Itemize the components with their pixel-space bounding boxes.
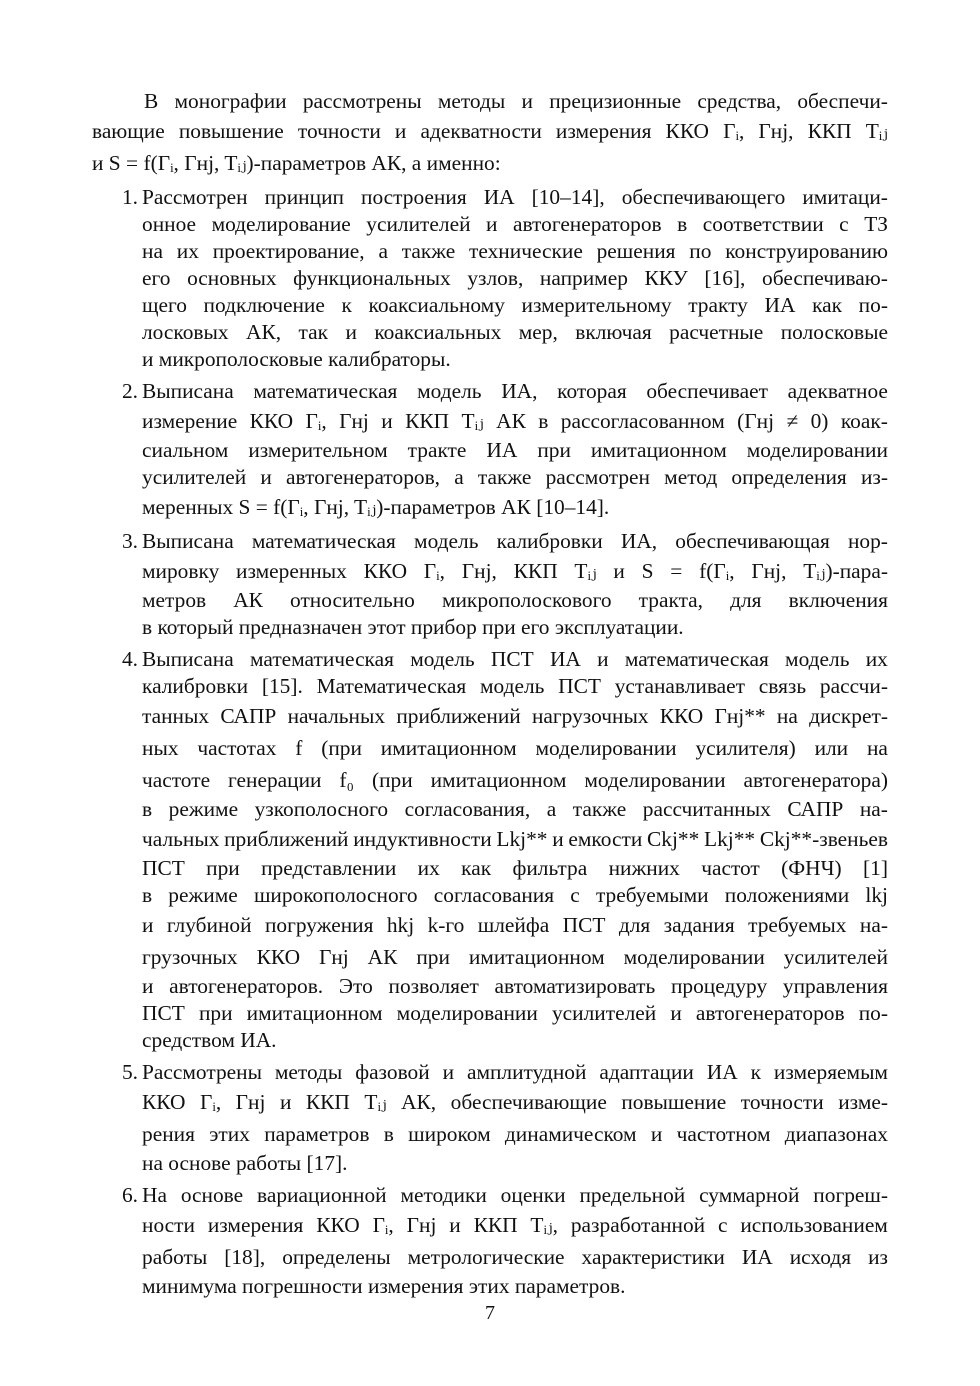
text-line: измерение ККО Γᵢ, Γнj и ККП Tᵢⱼ АК в рассогласованном (Γнj ≠ 0) коак- (142, 409, 888, 433)
text-line: на их проектирование, а также технические решения по конструированию (142, 239, 888, 263)
text-line: Рассмотрен принцип построения ИА [10–14], обеспечивающего имитаци- (142, 185, 888, 209)
text-line: его основных функциональных узлов, например ККУ [16], обеспечиваю- (142, 266, 888, 290)
list-item (92, 646, 888, 1054)
list-item-text (142, 184, 888, 373)
document-page (92, 88, 888, 1300)
list-item-number: 2. (121, 379, 138, 403)
text-line: метров АК относительно микрополоскового тракта, для включения (142, 588, 888, 612)
text-line: частоте генерации f₀ (при имитационном моделировании автогенератора) (142, 768, 888, 792)
text-line: мировку измеренных ККО Γᵢ, Γнj, ККП Tᵢⱼ и S = f(Γᵢ, Γнj, Tᵢⱼ)-пара- (142, 559, 888, 583)
list-item-number: 6. (121, 1183, 138, 1207)
text-line: чальных приближений индуктивности Lkj** и емкости Ckj** Lkj** Ckj**-звеньев (142, 827, 888, 851)
page-number: 7 (485, 1302, 495, 1324)
list-item-number: 3. (121, 529, 138, 553)
text-line: сиальном измерительном тракте ИА при имитационном моделировании (142, 438, 888, 462)
list-item-number: 5. (121, 1060, 138, 1084)
text-line: усилителей и автогенераторов, а также рассмотрен метод определения из- (142, 465, 888, 489)
list-item (92, 1182, 888, 1300)
list-item (92, 184, 888, 373)
text-line: ности измерения ККО Γᵢ, Γнj и ККП Tᵢⱼ, разработанной с использованием (142, 1213, 888, 1237)
list-item-text (142, 1182, 888, 1300)
text-line: и S = f(Γᵢ, Γнj, Tᵢⱼ)-параметров АК, а именно: (92, 151, 501, 175)
text-line: онное моделирование усилителей и автогенераторов в соответствии с ТЗ (142, 212, 888, 236)
text-line: На основе вариационной методики оценки предельной суммарной погреш- (142, 1183, 888, 1207)
text-line: и автогенераторов. Это позволяет автоматизировать процедуру управления (142, 974, 888, 998)
text-line: Выписана математическая модель ПСТ ИА и математическая модель их (142, 647, 888, 671)
list-item-text (142, 528, 888, 641)
text-line: меренных S = f(Γᵢ, Γнj, Tᵢⱼ)-параметров АК [10–14]. (142, 495, 610, 519)
text-line: щего подключение к коаксиальному измерительному тракту ИА как по- (142, 293, 888, 317)
list-item (92, 378, 888, 523)
text-line: грузочных ККО Γнj АК при имитационном моделировании усилителей (142, 945, 888, 969)
text-line: танных САПР начальных приближений нагрузочных ККО Γнj** на дискрет- (142, 704, 888, 728)
text-line: на основе работы [17]. (142, 1151, 348, 1175)
text-line: работы [18], определены метрологические характеристики ИА исходя из (142, 1245, 888, 1269)
text-line: Выписана математическая модель ИА, которая обеспечивает адекватное (142, 379, 888, 403)
text-line: рения этих параметров в широком динамическом и частотном диапазонах (142, 1122, 888, 1146)
list-item-number: 1. (121, 185, 138, 209)
text-line: и глубиной погружения hkj k-го шлейфа ПСТ для задания требуемых на- (142, 913, 888, 937)
text-line: ККО Γᵢ, Γнj и ККП Tᵢⱼ АК, обеспечивающие повышение точности изме- (142, 1090, 888, 1114)
text-line: ПСТ при представлении их как фильтра нижних частот (ФНЧ) [1] (142, 856, 888, 880)
numbered-list (92, 184, 888, 1300)
text-line: вающие повышение точности и адекватности измерения ККО Γᵢ, Γнj, ККП Tᵢⱼ (92, 119, 888, 143)
text-line: в режиме широкополосного согласования с требуемыми положениями lkj (142, 883, 888, 907)
text-line: ПСТ при имитационном моделировании усилителей и автогенераторов по- (142, 1001, 888, 1025)
text-line: Выписана математическая модель калибровки ИА, обеспечивающая нор- (142, 529, 888, 553)
text-line: ных частотах f (при имитационном моделировании усилителя) или на (142, 736, 888, 760)
text-line: минимума погрешности измерения этих параметров. (142, 1274, 626, 1298)
text-line: средством ИА. (142, 1028, 277, 1052)
text-line: В монографии рассмотрены методы и прецизионные средства, обеспечи- (144, 89, 888, 113)
text-line: Рассмотрены методы фазовой и амплитудной адаптации ИА к измеряемым (142, 1060, 888, 1084)
text-line: в режиме узкополосного согласования, а также рассчитанных САПР на- (142, 797, 888, 821)
list-item (92, 528, 888, 641)
list-item-text (142, 646, 888, 1054)
text-line: калибровки [15]. Математическая модель ПСТ устанавливает связь рассчи- (142, 674, 888, 698)
list-item-number: 4. (121, 647, 138, 671)
text-line: лосковых АК, так и коаксиальных мер, включая расчетные полосковые (142, 320, 888, 344)
intro-paragraph (92, 88, 888, 179)
list-item-text (142, 378, 888, 523)
text-line: в который предназначен этот прибор при его эксплуатации. (142, 615, 684, 639)
list-item-text (142, 1059, 888, 1177)
text-line: и микрополосковые калибраторы. (142, 347, 451, 371)
list-item (92, 1059, 888, 1177)
